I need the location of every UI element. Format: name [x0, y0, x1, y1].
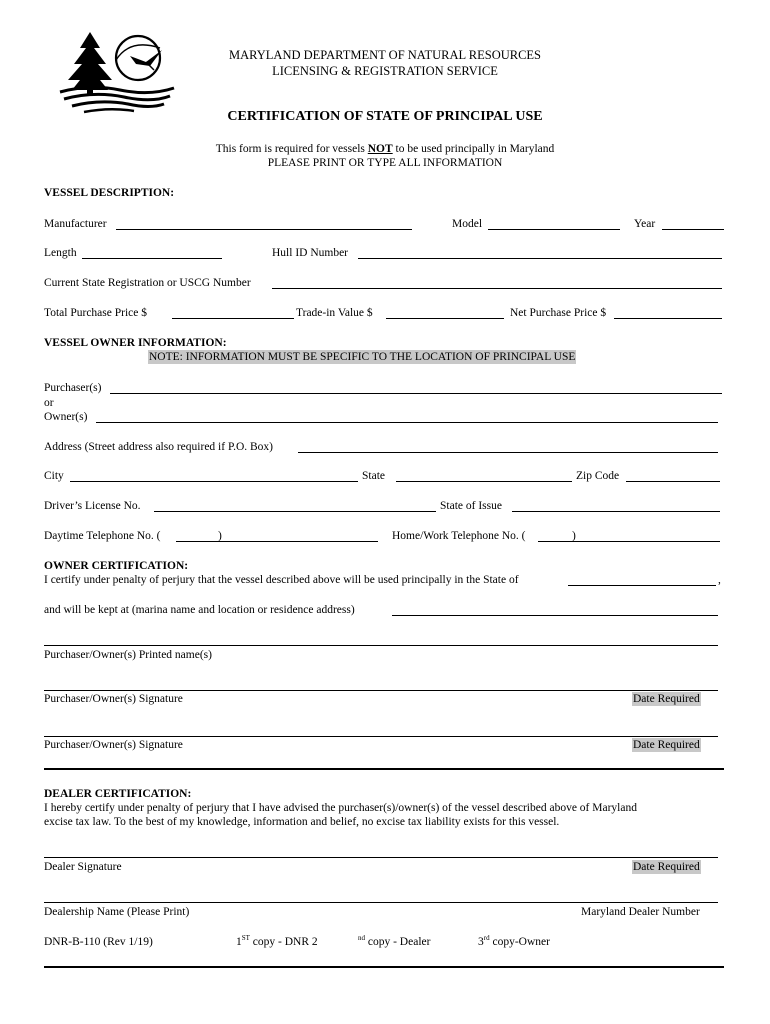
model-label: Model	[452, 218, 483, 230]
state-label: State	[362, 470, 385, 482]
net-price-label: Net Purchase Price $	[510, 307, 607, 319]
owner-signature-label-1: Purchaser/Owner(s) Signature	[44, 693, 183, 705]
copy-distribution-2: $^{nd}$ copy - Dealer	[358, 934, 431, 948]
home-phone-field[interactable]	[538, 541, 720, 542]
zip-field[interactable]	[626, 481, 720, 482]
drivers-license-field[interactable]	[154, 511, 436, 512]
registration-field[interactable]	[272, 288, 722, 289]
home-phone-paren: )	[572, 530, 576, 542]
state-of-use-field[interactable]	[568, 585, 716, 586]
owner-certification-statement: I certify under penalty of perjury that the vessel described above will be used principally in the State of	[44, 574, 519, 586]
total-price-field[interactable]	[172, 318, 294, 319]
trade-in-label: Trade-in Value $	[296, 307, 373, 319]
state-field[interactable]	[396, 481, 572, 482]
kept-at-label: and will be kept at (marina name and location or residence address)	[44, 604, 355, 616]
daytime-phone-field[interactable]	[176, 541, 378, 542]
printed-name-field[interactable]	[44, 645, 718, 646]
net-price-field[interactable]	[614, 318, 722, 319]
drivers-license-label: Driver’s License No.	[44, 500, 141, 512]
dealer-certification-heading: DEALER CERTIFICATION:	[44, 788, 192, 800]
section-divider	[44, 768, 724, 770]
footer-divider	[44, 966, 724, 968]
zip-label: Zip Code	[576, 470, 620, 482]
form-requirement-note: This form is required for vessels NOT to be used principally in Maryland	[215, 143, 555, 155]
kept-at-field[interactable]	[392, 615, 718, 616]
dealership-name-label: Dealership Name (Please Print)	[44, 906, 190, 918]
owner-signature-field-2[interactable]	[44, 736, 718, 737]
not-emphasis: NOT	[367, 143, 393, 155]
home-phone-label: Home/Work Telephone No. (	[392, 530, 526, 542]
trade-in-field[interactable]	[386, 318, 504, 319]
dealer-statement-line-2: excise tax law. To the best of my knowledge, information and belief, no excise tax liability exists for this vessel.	[44, 816, 560, 828]
form-title: CERTIFICATION OF STATE OF PRINCIPAL USE	[227, 109, 543, 124]
dealer-number-label: Maryland Dealer Number	[581, 906, 700, 918]
owners-label: Owner(s)	[44, 411, 88, 423]
statement-comma: ,	[718, 574, 721, 586]
owner-date-required-2: Date Required	[633, 739, 700, 751]
city-field[interactable]	[70, 481, 358, 482]
print-instruction: PLEASE PRINT OR TYPE ALL INFORMATION	[267, 157, 503, 169]
dealer-date-required: Date Required	[633, 861, 700, 873]
owner-certification-heading: OWNER CERTIFICATION:	[44, 560, 189, 572]
address-label: Address (Street address also required if P.O. Box)	[44, 441, 273, 453]
dealership-name-field[interactable]	[44, 902, 718, 903]
owner-signature-field-1[interactable]	[44, 690, 718, 691]
manufacturer-field[interactable]	[116, 229, 412, 230]
copy-distribution-1: 1ST copy - DNR 2	[236, 934, 318, 948]
owner-information-heading: VESSEL OWNER INFORMATION:	[44, 337, 227, 349]
state-of-issue-label: State of Issue	[440, 500, 502, 512]
length-field[interactable]	[82, 258, 222, 259]
hull-id-field[interactable]	[358, 258, 722, 259]
printed-name-label: Purchaser/Owner(s) Printed name(s)	[44, 649, 212, 661]
purchaser-field[interactable]	[110, 393, 722, 394]
hull-id-label: Hull ID Number	[272, 247, 349, 259]
state-of-issue-field[interactable]	[512, 511, 720, 512]
year-field[interactable]	[662, 229, 724, 230]
agency-name: MARYLAND DEPARTMENT OF NATURAL RESOURCES	[228, 48, 542, 62]
owner-date-required-1: Date Required	[633, 693, 700, 705]
address-field[interactable]	[298, 452, 718, 453]
total-price-label: Total Purchase Price $	[44, 307, 147, 319]
dealer-statement-line-1: I hereby certify under penalty of perjury that I have advised the purchaser(s)/owner(s) of the vessel described above of Maryland	[44, 802, 637, 814]
model-field[interactable]	[488, 229, 620, 230]
daytime-phone-paren: )	[218, 530, 222, 542]
registration-label: Current State Registration or USCG Number	[44, 277, 251, 289]
owner-signature-label-2: Purchaser/Owner(s) Signature	[44, 739, 183, 751]
or-label: or	[44, 397, 54, 409]
form-id: DNR-B-110 (Rev 1/19)	[44, 936, 153, 948]
manufacturer-label: Manufacturer	[44, 218, 107, 230]
service-name: LICENSING & REGISTRATION SERVICE	[272, 64, 498, 78]
purchaser-label: Purchaser(s)	[44, 382, 102, 394]
owners-field[interactable]	[96, 422, 718, 423]
vessel-description-heading: VESSEL DESCRIPTION:	[44, 187, 175, 199]
length-label: Length	[44, 247, 77, 259]
year-label: Year	[634, 218, 656, 230]
city-label: City	[44, 470, 64, 482]
daytime-phone-label: Daytime Telephone No. (	[44, 530, 161, 542]
principal-use-note: NOTE: INFORMATION MUST BE SPECIFIC TO THE LOCATION OF PRINCIPAL USE	[149, 351, 576, 363]
copy-distribution-3: 3rd copy-Owner	[478, 934, 550, 948]
dealer-signature-field[interactable]	[44, 857, 718, 858]
dealer-signature-label: Dealer Signature	[44, 861, 122, 873]
